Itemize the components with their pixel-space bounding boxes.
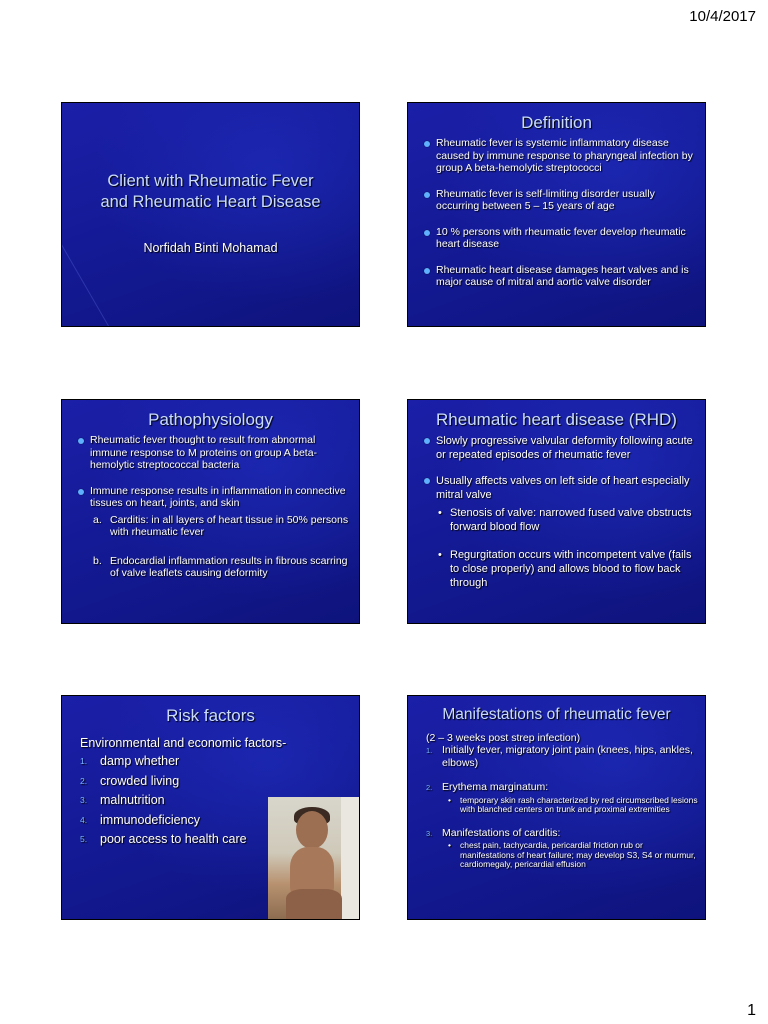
list-item-text: Usually affects valves on left side of heart especially mitral valve [436, 475, 690, 501]
child-photo [268, 797, 360, 920]
slide-definition [407, 102, 706, 327]
sub-list [90, 514, 353, 580]
item-number: 2. [426, 783, 433, 792]
photo-head [296, 811, 328, 849]
sub-text: Carditis: in all layers of heart tissue in 50% persons with rheumatic fever [110, 513, 349, 538]
slide-manifestations [407, 695, 706, 920]
slide-rhd [407, 399, 706, 624]
slide-title-text [68, 171, 353, 213]
list-item [426, 827, 699, 870]
list-item-text: Immune response results in inflammation in connective tissues on heart, joints, and skin [90, 484, 346, 509]
slide-heading: Pathophysiology [148, 410, 273, 429]
sub-list-item: • Regurgitation occurs with incompetent valve (fails to close properly) and allows blood to flow back through [436, 548, 699, 590]
slide-heading: Risk factors [166, 706, 255, 725]
page-number: 1 [747, 1002, 756, 1019]
intro-text: (2 – 3 weeks post strep infection) [426, 732, 581, 744]
list-item: Rheumatic heart disease damages heart valves and is major cause of mitral and aortic valve disorder [422, 264, 699, 289]
sub-list [442, 841, 699, 870]
title-line-2: and Rheumatic Heart Disease [100, 193, 321, 211]
photo-legs [286, 889, 342, 920]
sub-list-item [90, 555, 353, 580]
background-swirl [61, 206, 169, 327]
bullet-list [408, 434, 705, 590]
list-item [422, 474, 699, 590]
slide-heading: Manifestations of rheumatic fever [442, 706, 671, 723]
item-text: Manifestations of carditis: [442, 826, 561, 839]
item-text: immunodeficiency [100, 812, 201, 827]
item-number: 5. [80, 834, 88, 844]
sub-list-item: • temporary skin rash characterized by red circumscribed lesions with blanched centers on trunk and proximal extremities [442, 796, 699, 815]
item-text: Erythema marginatum: [442, 781, 549, 793]
item-number: 1. [80, 756, 88, 766]
list-item: Slowly progressive valvular deformity following acute or repeated episodes of rheumatic fever [422, 434, 699, 462]
list-item [426, 744, 699, 769]
item-number: 1. [426, 746, 433, 755]
date-header: 10/4/2017 [689, 8, 756, 25]
list-item: 10 % persons with rheumatic fever develop rheumatic heart disease [422, 226, 699, 251]
list-item [80, 754, 359, 774]
item-text: damp whether [100, 754, 180, 768]
list-item [76, 485, 353, 580]
sub-list [442, 796, 699, 815]
slide-risk-factors [61, 695, 360, 920]
item-text: Initially fever, migratory joint pain (knees, hips, ankles, elbows) [442, 744, 693, 769]
slide-heading: Rheumatic heart disease (RHD) [436, 410, 677, 429]
sub-list [436, 506, 699, 590]
list-item [426, 781, 699, 815]
author-name: Norfidah Binti Mohamad [143, 241, 278, 255]
item-number: 2. [80, 775, 88, 786]
item-number: 3. [426, 828, 433, 838]
item-number: 3. [80, 795, 88, 805]
title-line-1: Client with Rheumatic Fever [107, 172, 314, 190]
item-number: 4. [80, 814, 88, 825]
photo-background [341, 797, 360, 920]
sub-list-item: • chest pain, tachycardia, pericardial friction rub or manifestations of heart failure; may develop S3, S4 or murmur, cardiomegaly, pericardial effusion [442, 841, 699, 870]
sub-list-item [90, 514, 353, 539]
slide-pathophysiology [61, 399, 360, 624]
list-item: Rheumatic fever is self-limiting disorder usually occurring between 5 – 15 years of age [422, 188, 699, 213]
sub-marker: a. [93, 513, 102, 526]
sub-list-item: • Stenosis of valve: narrowed fused valve obstructs forward blood flow [436, 506, 699, 534]
list-item: Rheumatic fever is systemic inflammatory disease caused by immune response to pharyngeal infection by group A beta-hemolytic streptococci [422, 137, 699, 175]
slide-heading: Definition [521, 113, 592, 132]
manifestations-list [408, 744, 705, 870]
intro-text: Environmental and economic factors- [80, 736, 287, 750]
list-item [80, 774, 359, 794]
bullet-list [62, 434, 359, 580]
sub-text: Endocardial inflammation results in fibrous scarring of valve leaflets causing deformity [110, 554, 348, 579]
item-text: crowded living [100, 773, 180, 788]
item-text: malnutrition [100, 793, 165, 807]
sub-marker: b. [93, 554, 102, 567]
slide-title [61, 102, 360, 327]
list-item: Rheumatic fever thought to result from abnormal immune response to M proteins on group A beta-hemolytic streptococcal bacteria [76, 434, 353, 472]
bullet-list [408, 137, 705, 289]
item-text: poor access to health care [100, 832, 247, 846]
